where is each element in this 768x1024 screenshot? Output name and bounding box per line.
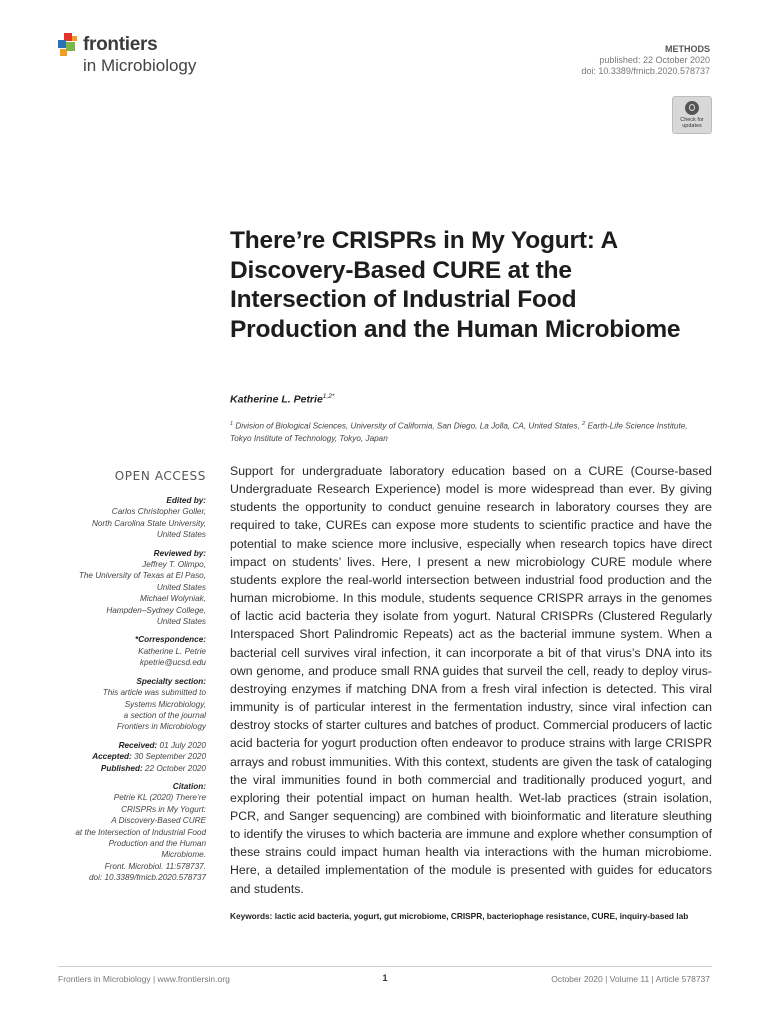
affiliations: [230, 418, 710, 446]
author-name[interactable]: Katherine L. Petrie: [230, 393, 323, 406]
received-label: Received:: [118, 740, 158, 750]
affiliation-1-marker: 1: [230, 421, 234, 427]
reviewed-by-block: [50, 548, 206, 628]
edited-by-line[interactable]: Carlos Christopher Goller,: [111, 507, 206, 517]
logo-journal-name: in Microbiology: [83, 56, 197, 75]
reviewer-line: United States: [156, 617, 206, 627]
footer-journal-link[interactable]: Frontiers in Microbiology | www.frontiersin.org: [58, 974, 230, 984]
correspondence-label: *Correspondence:: [135, 635, 206, 645]
keywords: [230, 911, 712, 922]
correspondence-name: Katherine L. Petrie: [138, 646, 206, 656]
reviewer-line: United States: [156, 582, 206, 592]
accepted-label: Accepted:: [92, 752, 132, 762]
article-doi[interactable]: doi: 10.3389/fmicb.2020.578737: [581, 66, 710, 76]
citation-block: [50, 781, 206, 884]
abstract-text: Support for undergraduate laboratory education based on a CURE (Course-based Undergraduate Research Experience) model is more widespread than ever. By giving students the opportunity to conduct genuine research in laboratory courses they are required to take, CUREs can expose more students to scientific practice and have the potential to make science more inclusive, especially when research topics have direct impact on students’ lives. Here, I present a new microbiology CURE module where students explore the real-world intersection between industrial food production and the human microbiome. In this module, students sequence CRISPR arrays in the genomes of lactic acid bacteria they isolate from yogurt. Natural CRISPRs (Clustered Regularly Interspaced Short Palindromic Repeats) act as the bacterial immune system. When a bacterial cell survives viral infection, it can incorporate a bit of that virus’s DNA into its own genome, and produce small RNA guides that surveil the cell, ready to deploy virus-destroying enzymes if matching DNA from a fresh viral infection is detected. This viral immunity is of particular interest in the fermentation industry, since viral infection can destroy stocks of starter cultures and batches of product. Commercial producers of lactic acid bacteria for yogurt production often endeavor to produce strains with large CRISPR arrays and robust immunities. With this context, students are given the task of cataloging the viral immunities found in both commercial and traditionally produced yogurt, and exploring their potential impact on human health. Wet-lab practices (strain isolation, PCR, and Sanger sequencing) are combined with bioinformatic and literature sleuthing to identify the viruses to which bacteria are immune and explore whether consumption of these strains could impact human health via interactions with the human microbiome. Here, a detailed implementation of the module is presented with guides for educators and students.: [230, 464, 712, 896]
citation-line: CRISPRs in My Yogurt:: [121, 804, 206, 814]
article-info-sidebar: [50, 495, 206, 891]
reviewer-line: Hampden–Sydney College,: [106, 605, 206, 615]
reviewer-line[interactable]: Jeffrey T. Olimpo,: [142, 560, 206, 570]
keywords-values: lactic acid bacteria, yogurt, gut microbiome, CRISPR, bacteriophage resistance, CURE, inquiry-based lab: [272, 911, 689, 921]
specialty-label: Specialty section:: [136, 676, 206, 686]
citation-line: Petrie KL (2020) There’re: [113, 793, 206, 803]
citation-line: A Discovery-Based CURE: [111, 816, 206, 826]
footer-issue-info: October 2020 | Volume 11 | Article 578737: [551, 974, 710, 984]
edited-by-line: North Carolina State University,: [91, 518, 206, 528]
author-line: [230, 393, 334, 406]
footer-divider: [58, 966, 712, 967]
open-access-label: OPEN ACCESS: [114, 469, 206, 483]
citation-doi[interactable]: doi: 10.3389/fmicb.2020.578737: [89, 873, 206, 883]
accepted-date: [50, 751, 206, 762]
citation-line: Production and the Human: [108, 838, 206, 848]
reviewer-line[interactable]: Michael Wolyniak,: [140, 594, 206, 604]
logo-brand: frontiers: [83, 34, 158, 55]
specialty-line: This article was submitted to: [102, 688, 206, 698]
affiliation-2: Earth-Life Science Institute, Tokyo Institute of Technology, Tokyo, Japan: [230, 421, 688, 444]
edited-by-line: United States: [156, 530, 206, 540]
correspondence-email[interactable]: kpetrie@ucsd.edu: [139, 658, 206, 668]
citation-line: at the Intersection of Industrial Food: [75, 827, 206, 837]
journal-logo[interactable]: [56, 33, 226, 81]
article-title: There’re CRISPRs in My Yogurt: A Discovery-Based CURE at the Intersection of Industrial Food Production and the Human Microbiome: [230, 227, 681, 343]
citation-line: Front. Microbiol. 11:578737.: [104, 861, 206, 871]
published-label: Published:: [100, 763, 143, 773]
specialty-block: [50, 676, 206, 733]
published-date: published: 22 October 2020: [599, 55, 710, 65]
article-meta: [581, 44, 710, 77]
received-value: 01 July 2020: [157, 740, 206, 750]
citation-line: Microbiome.: [161, 850, 206, 860]
keywords-label: Keywords:: [230, 911, 273, 921]
received-date: [50, 740, 206, 751]
affiliation-1: Division of Biological Sciences, University of California, San Diego, La Jolla, CA, United States,: [233, 421, 583, 431]
badge-label: Check for updates: [680, 117, 704, 129]
citation-label: Citation:: [172, 781, 206, 791]
frontiers-logo-icon: [56, 33, 82, 59]
edited-by-label: Edited by:: [166, 496, 206, 505]
correspondence-block: [50, 634, 206, 668]
dates-block: [50, 740, 206, 774]
article-type: METHODS: [665, 44, 710, 54]
published-date-side: [50, 763, 206, 774]
published-value: 22 October 2020: [142, 763, 206, 773]
author-affiliation-marker: 1,2*: [322, 393, 335, 400]
specialty-line: Systems Microbiology,: [124, 699, 206, 709]
check-updates-icon: [685, 101, 699, 115]
edited-by-block: [50, 495, 206, 541]
affiliation-2-marker: 2: [582, 421, 586, 427]
reviewed-by-label: Reviewed by:: [153, 548, 206, 558]
reviewer-line: The University of Texas at El Paso,: [78, 571, 206, 581]
accepted-value: 30 September 2020: [131, 752, 206, 762]
check-for-updates-badge[interactable]: [672, 96, 712, 134]
specialty-line: a section of the journal: [123, 710, 206, 720]
specialty-line: Frontiers in Microbiology: [116, 722, 206, 732]
page-number: 1: [382, 973, 388, 983]
